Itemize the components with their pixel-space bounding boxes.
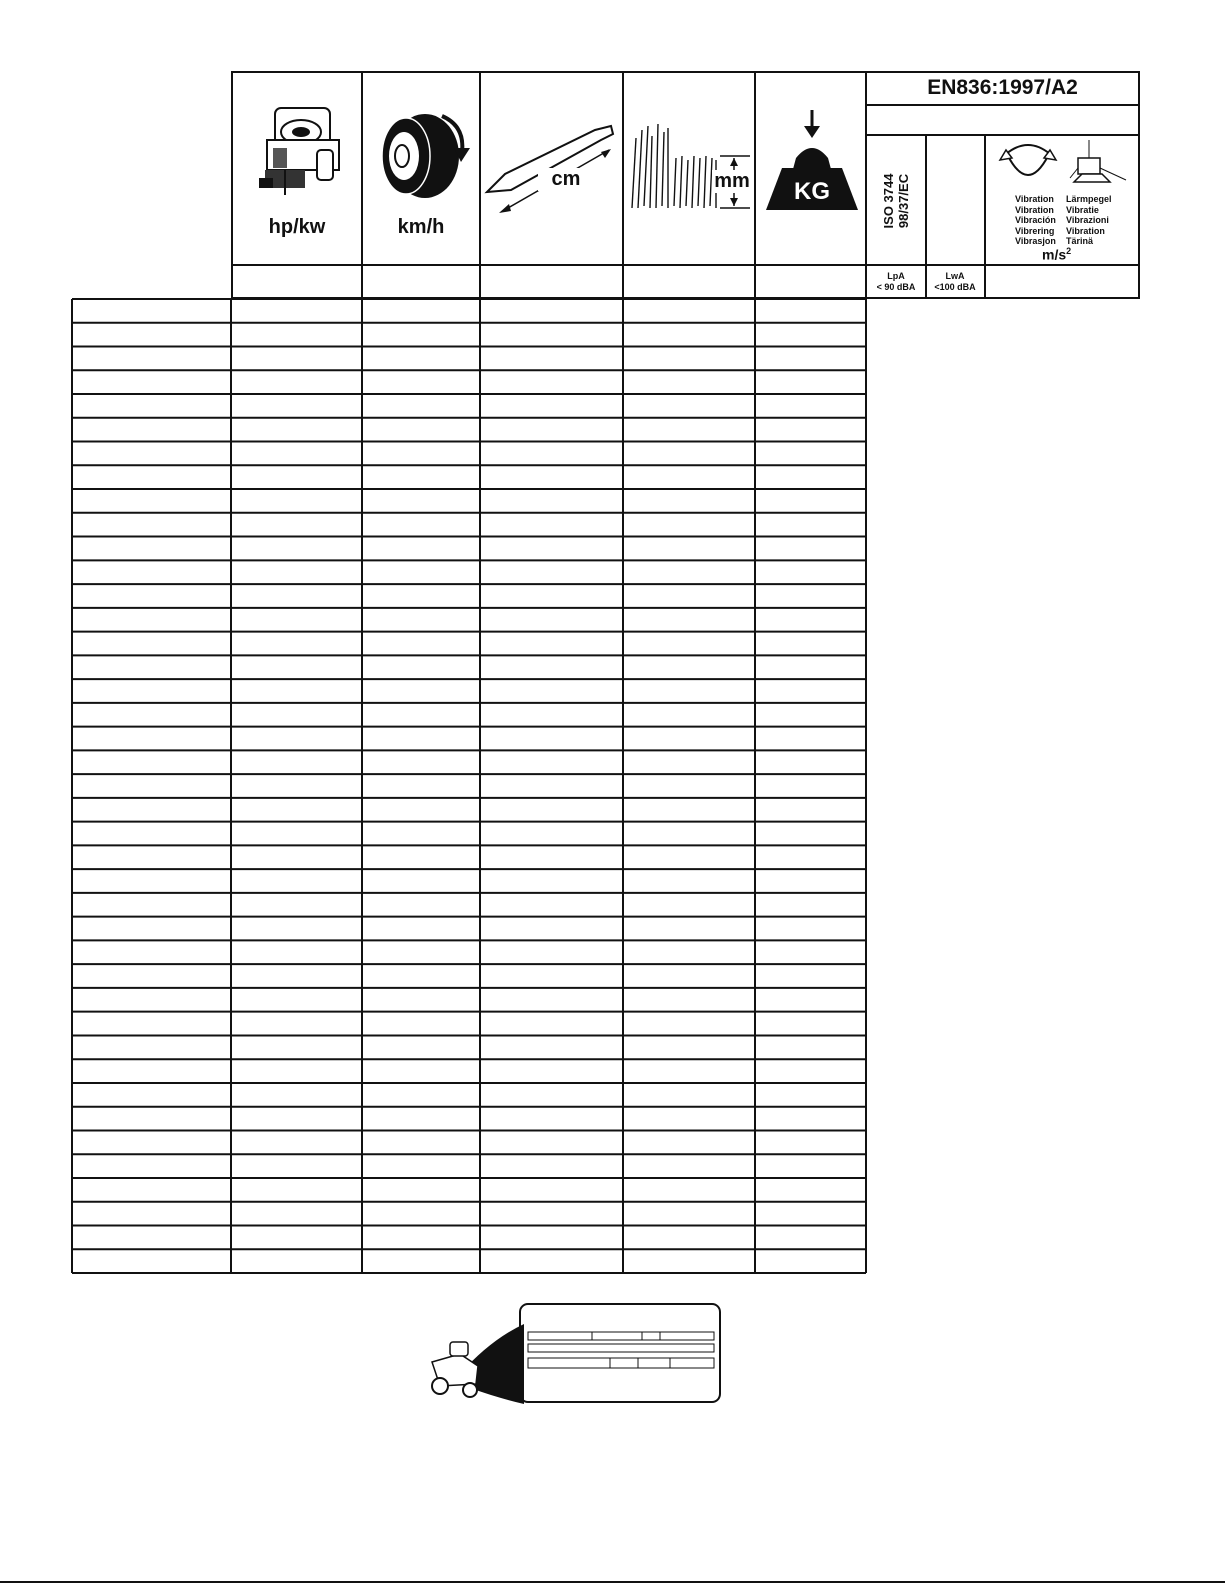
- standard-title: EN836:1997/A2: [927, 76, 1078, 99]
- speed-unit-label: km/h: [397, 216, 445, 238]
- iso-line1: ISO 3744: [881, 173, 896, 229]
- vibration-terms-col1: Vibration Vibration Vibración Vibrering Vibrasjon: [1015, 194, 1056, 246]
- lwa-value: <100 dBA: [934, 282, 976, 292]
- cut-width-unit-label: cm: [538, 168, 594, 191]
- lpa-value: < 90 dBA: [876, 282, 916, 292]
- power-unit-label: hp/kw: [268, 216, 326, 238]
- vibration-unit-exponent: 2: [1066, 246, 1072, 256]
- lwa-label: LwA: [945, 271, 965, 281]
- iso-line2: 98/37/EC: [896, 173, 911, 229]
- tractor-label-location-icon: [420, 1300, 725, 1408]
- vibration-terms-col2: Lärmpegel Vibratie Vibrazioni Vibration Tärinä: [1066, 194, 1112, 246]
- cut-height-unit-label: mm: [712, 170, 752, 193]
- weight-unit-label: KG: [794, 178, 830, 205]
- vibration-unit-label: $m/s^2$: [1042, 246, 1072, 263]
- lpa-label: LpA: [887, 271, 905, 281]
- page-bottom-rule: [0, 1581, 1225, 1583]
